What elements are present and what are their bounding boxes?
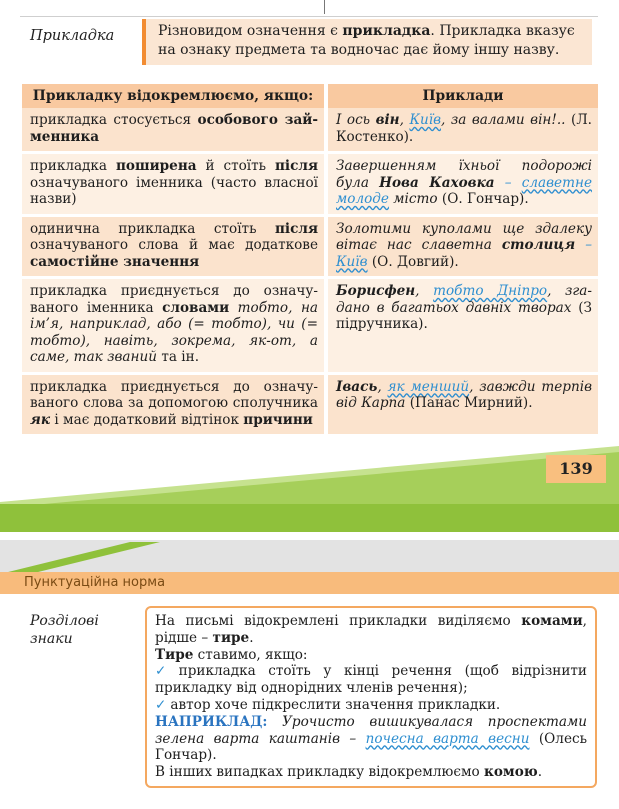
example-highlight: як менший [387, 378, 470, 395]
condition-cell: одинична прикладка стоїть після означуваного слова й має додаткове самостійне значення [22, 217, 328, 280]
table-row [22, 279, 598, 375]
example-highlight: славетне молоде [336, 174, 592, 207]
checkmark-icon: ✓ [155, 696, 167, 713]
table-row [22, 108, 598, 154]
page-band-decoration [0, 440, 619, 540]
condition-cell: прикладка поширена й стоїть після означуваного іменника (часто власної назви) [22, 154, 328, 217]
definition-text-end: . Прикладка вказує на ознаку предмета та водночас дає йому іншу назву. [158, 23, 575, 58]
table-row [22, 217, 598, 280]
rule-paragraph: На письмі відокремлені прикладки виділяємо комами, рідше – тире. [155, 613, 587, 646]
norm-term: Розділові знаки [30, 613, 99, 647]
condition-cell: прикладка приєднується до означуваного іменника словами тобто, на ім’я, наприклад, або (= тобто), чи (= тобто), навіть, зокрема, як-от, а саме, так званий та ін. [22, 279, 328, 375]
header-condition: Прикладку відокремлюємо, якщо: [22, 84, 328, 108]
rule-paragraph: В інших випадках прикладку відокремлюємо комою. [155, 764, 543, 781]
definition-box [142, 19, 592, 65]
example-cell: Борисфен, тобто Дніпро, згадано в багатьох давніх творах (З підручника). [328, 279, 598, 375]
page-number: 139 [546, 455, 606, 483]
header-examples: Приклади [328, 84, 598, 108]
example-highlight: почесна варта весни [365, 730, 530, 747]
condition-cell: прикладка стосується особового займенника [22, 108, 328, 154]
rule-box [145, 606, 597, 788]
table-header-row [22, 84, 598, 108]
divider [20, 16, 598, 17]
table-row [22, 375, 598, 438]
rule-bullet: ✓ прикладка стоїть у кінці речення (щоб відрізнити прикладку від однорідних членів речення); [155, 663, 587, 697]
condition-cell: прикладка приєднується до означуваного слова за допомогою сполучника як і має додатковий відтінок причини [22, 375, 328, 438]
table-row [22, 154, 598, 217]
rule-example: НАПРИКЛАД: Урочисто вишикувалася проспектами зелена варта каштанів – почесна варта весни (Олесь Гончар). [155, 713, 587, 764]
example-cell: Завершенням їхньої подорожі була Нова Каховка – славетне молоде місто (О. Гончар). [328, 154, 598, 217]
example-cell: І ось він, Київ, за валами він!.. (Л. Костенко). [328, 108, 598, 154]
checkmark-icon: ✓ [155, 663, 175, 680]
example-highlight: тобто Дніпро [433, 283, 548, 299]
example-highlight: Київ [336, 253, 368, 270]
definition-keyword: прикладка [342, 23, 431, 39]
example-highlight: Київ [409, 112, 441, 128]
definition-term: Прикладка [30, 28, 115, 44]
rules-table [22, 84, 598, 437]
page-top-marker [324, 0, 325, 14]
rule-bullet: ✓ автор хоче підкреслити значення прикладки. [155, 696, 501, 713]
example-cell: Івась, як менший, завжди терпів від Карпа (Панас Мирний). [328, 375, 598, 438]
definition-text: Різновидом означення є [158, 23, 343, 39]
rule-paragraph: Тире ставимо, якщо: [155, 646, 308, 663]
section-band-decoration [0, 540, 619, 574]
section-title: Пунктуаційна норма [24, 575, 166, 590]
example-cell: Золотими куполами ще здалеку вітає нас славетна столиця – Київ (О. Довгий). [328, 217, 598, 280]
